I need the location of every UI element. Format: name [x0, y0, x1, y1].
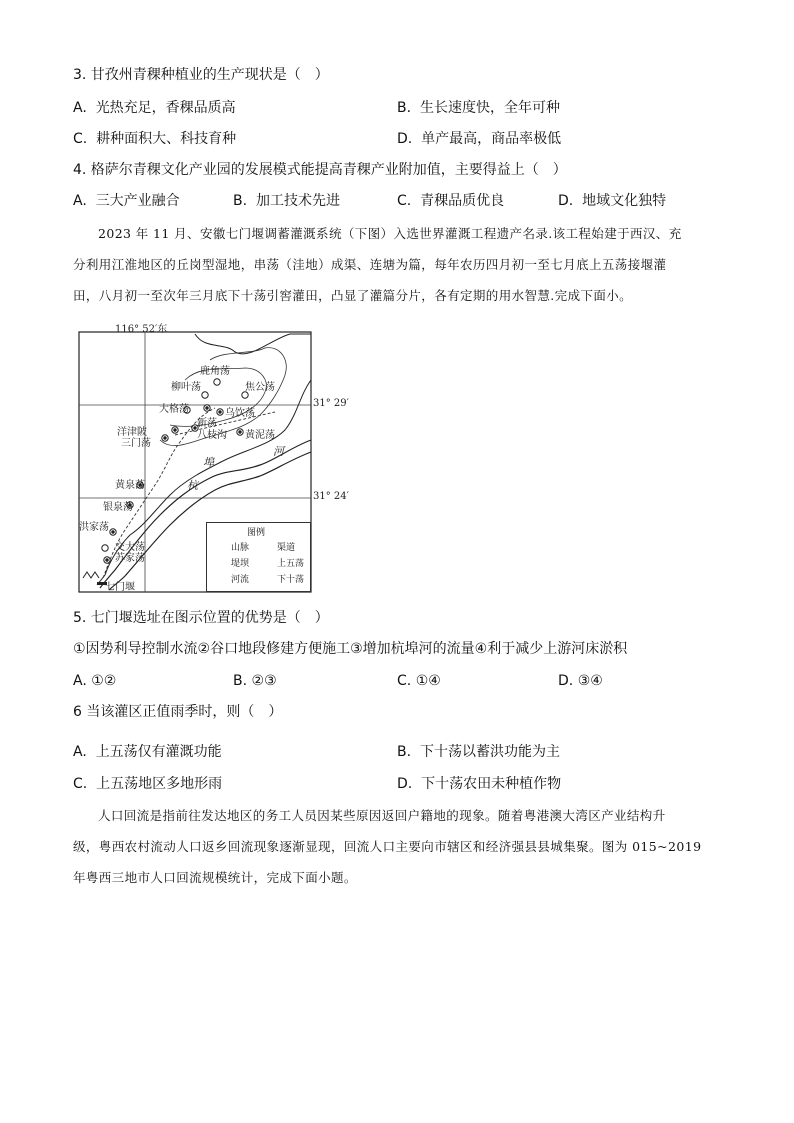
q3-option-c[interactable] [73, 130, 236, 148]
passage-1-line-3: 田，八月初一至次年三月底下十荡引窖灌田，凸显了灌篇分片，各有定期的用水智慧.完成下面小。 [73, 288, 633, 303]
irrigation-map [75, 320, 365, 595]
legend-item: 上五荡 [277, 559, 305, 569]
option-letter: A. [73, 673, 87, 689]
option-text: 地域文化独特 [582, 193, 667, 209]
legend-item: 渠道 [277, 543, 296, 553]
q6-option-b[interactable] [397, 743, 560, 761]
q6-option-a[interactable] [73, 743, 222, 761]
option-letter: B. [233, 673, 248, 689]
legend-item: 山脉 [231, 543, 250, 553]
question-4-stem: 4. 格萨尔青稞文化产业园的发展模式能提高青稞产业附加值，主要得益上（ ） [73, 162, 567, 178]
place-label: 焦公荡 [245, 382, 275, 393]
option-text: 三大产业融合 [95, 193, 180, 209]
place-label: 新荡 [197, 418, 217, 429]
q5-option-b[interactable] [233, 672, 277, 690]
passage-2-line-1: 人口回流是指前往发达地区的务工人员因某些原因返回户籍地的现象。随着粤港澳大湾区产业结构升 [98, 808, 666, 823]
option-text: 光热充足，香稞品质高 [95, 100, 236, 116]
place-label: 交大荡 [115, 542, 145, 553]
river-label: 河 [273, 445, 284, 458]
option-letter: B. [397, 100, 412, 116]
legend-title: 图例 [247, 528, 266, 538]
q3-option-a[interactable] [73, 99, 236, 117]
q4-option-c[interactable] [397, 192, 504, 210]
river-label: 埠 [203, 456, 214, 469]
passage-2-line-2: 级，粤西农村流动人口返乡回流现象逐渐显现，回流人口主要向市辖区和经济强县县城集聚。图为 015~2019 [73, 839, 702, 854]
option-letter: C. [397, 673, 412, 689]
q6-option-d[interactable] [397, 775, 561, 793]
option-text: 下十荡农田未种植作物 [421, 776, 562, 792]
place-label: 柳叶荡 [171, 382, 201, 393]
option-text: 加工技术先进 [255, 193, 340, 209]
passage-1-line-2: 分利用江淮地区的丘岗型湿地，串荡（洼地）成渠、连塘为篇，每年农历四月初一至七月底上五荡接堰灌 [73, 257, 667, 272]
question-5-stem: 5. 七门堰选址在图示位置的优势是（ ） [73, 610, 329, 626]
q5-option-d[interactable] [558, 672, 603, 690]
question-5-statements: ①因势利导控制水流②谷口地段修建方便施工③增加杭埠河的流量④利于减少上游河床淤积 [73, 641, 628, 657]
legend-item: 下十荡 [277, 575, 305, 585]
passage-1-line-1: 2023 年 11 月、安徽七门堰调蓄灌溉系统（下图）入选世界灌溉工程遗产名录.该工程始建于西汉、充 [98, 226, 682, 241]
q3-option-d[interactable] [397, 130, 561, 148]
place-label: 八枝沟 [197, 430, 227, 441]
option-letter: D. [558, 673, 574, 689]
option-text: 青稞品质优良 [420, 193, 505, 209]
option-letter: D. [397, 131, 413, 147]
question-3-stem: 3. 甘孜州青稞种植业的生产现状是（ ） [73, 67, 329, 83]
option-text: 耕种面积大、科技育种 [96, 131, 237, 147]
q3-option-b[interactable] [397, 99, 560, 117]
place-label: 七门堰 [105, 582, 135, 593]
option-text: 上五荡仅有灌溉功能 [95, 744, 222, 760]
place-label: 鹿角荡 [200, 366, 230, 377]
map-legend [206, 522, 311, 592]
q6-option-c[interactable] [73, 775, 222, 793]
legend-item: 河流 [231, 575, 250, 585]
option-text: ②③ [251, 673, 277, 689]
option-text: ①② [91, 673, 117, 689]
passage-2-line-3: 年粤西三地市人口回流规模统计，完成下面小题。 [73, 870, 357, 885]
option-text: ③④ [577, 673, 603, 689]
option-text: 生长速度快，全年可种 [419, 100, 560, 116]
option-text: 单产最高，商品率极低 [421, 131, 562, 147]
latitude-label-north: 31° 29′ [313, 398, 349, 409]
place-label: 大格荡 [159, 404, 189, 415]
legend-item: 堤坝 [231, 559, 250, 569]
place-label: 苏家荡 [115, 553, 145, 564]
option-text: 上五荡地区多地形雨 [96, 776, 223, 792]
place-label: 黄泉荡 [115, 480, 145, 491]
place-label: 三门荡 [121, 438, 151, 449]
option-letter: C. [397, 193, 412, 209]
river-label: 杭 [187, 479, 198, 492]
place-label: 黄泥荡 [245, 430, 275, 441]
latitude-label-south: 31° 24′ [313, 491, 349, 502]
question-6-stem: 6 当该灌区正值雨季时，则（ ） [73, 704, 283, 720]
option-text: 下十荡以蓄洪功能为主 [419, 744, 560, 760]
longitude-label: 116° 52′东 [115, 324, 168, 335]
option-text: ①④ [415, 673, 441, 689]
option-letter: B. [233, 193, 248, 209]
option-letter: D. [397, 776, 413, 792]
q5-option-c[interactable] [397, 672, 441, 690]
option-letter: A. [73, 193, 87, 209]
option-letter: B. [397, 744, 412, 760]
place-label: 银泉荡 [103, 502, 133, 513]
option-letter: A. [73, 744, 87, 760]
place-label: 乌饮荡 [225, 408, 255, 419]
option-letter: D. [558, 193, 574, 209]
option-letter: A. [73, 100, 87, 116]
place-label: 洋津陂 [117, 427, 147, 438]
place-label: 洪家荡 [79, 522, 109, 533]
q5-option-a[interactable] [73, 672, 116, 690]
option-letter: C. [73, 776, 88, 792]
q4-option-a[interactable] [73, 192, 180, 210]
q4-option-d[interactable] [558, 192, 666, 210]
q4-option-b[interactable] [233, 192, 340, 210]
option-letter: C. [73, 131, 88, 147]
